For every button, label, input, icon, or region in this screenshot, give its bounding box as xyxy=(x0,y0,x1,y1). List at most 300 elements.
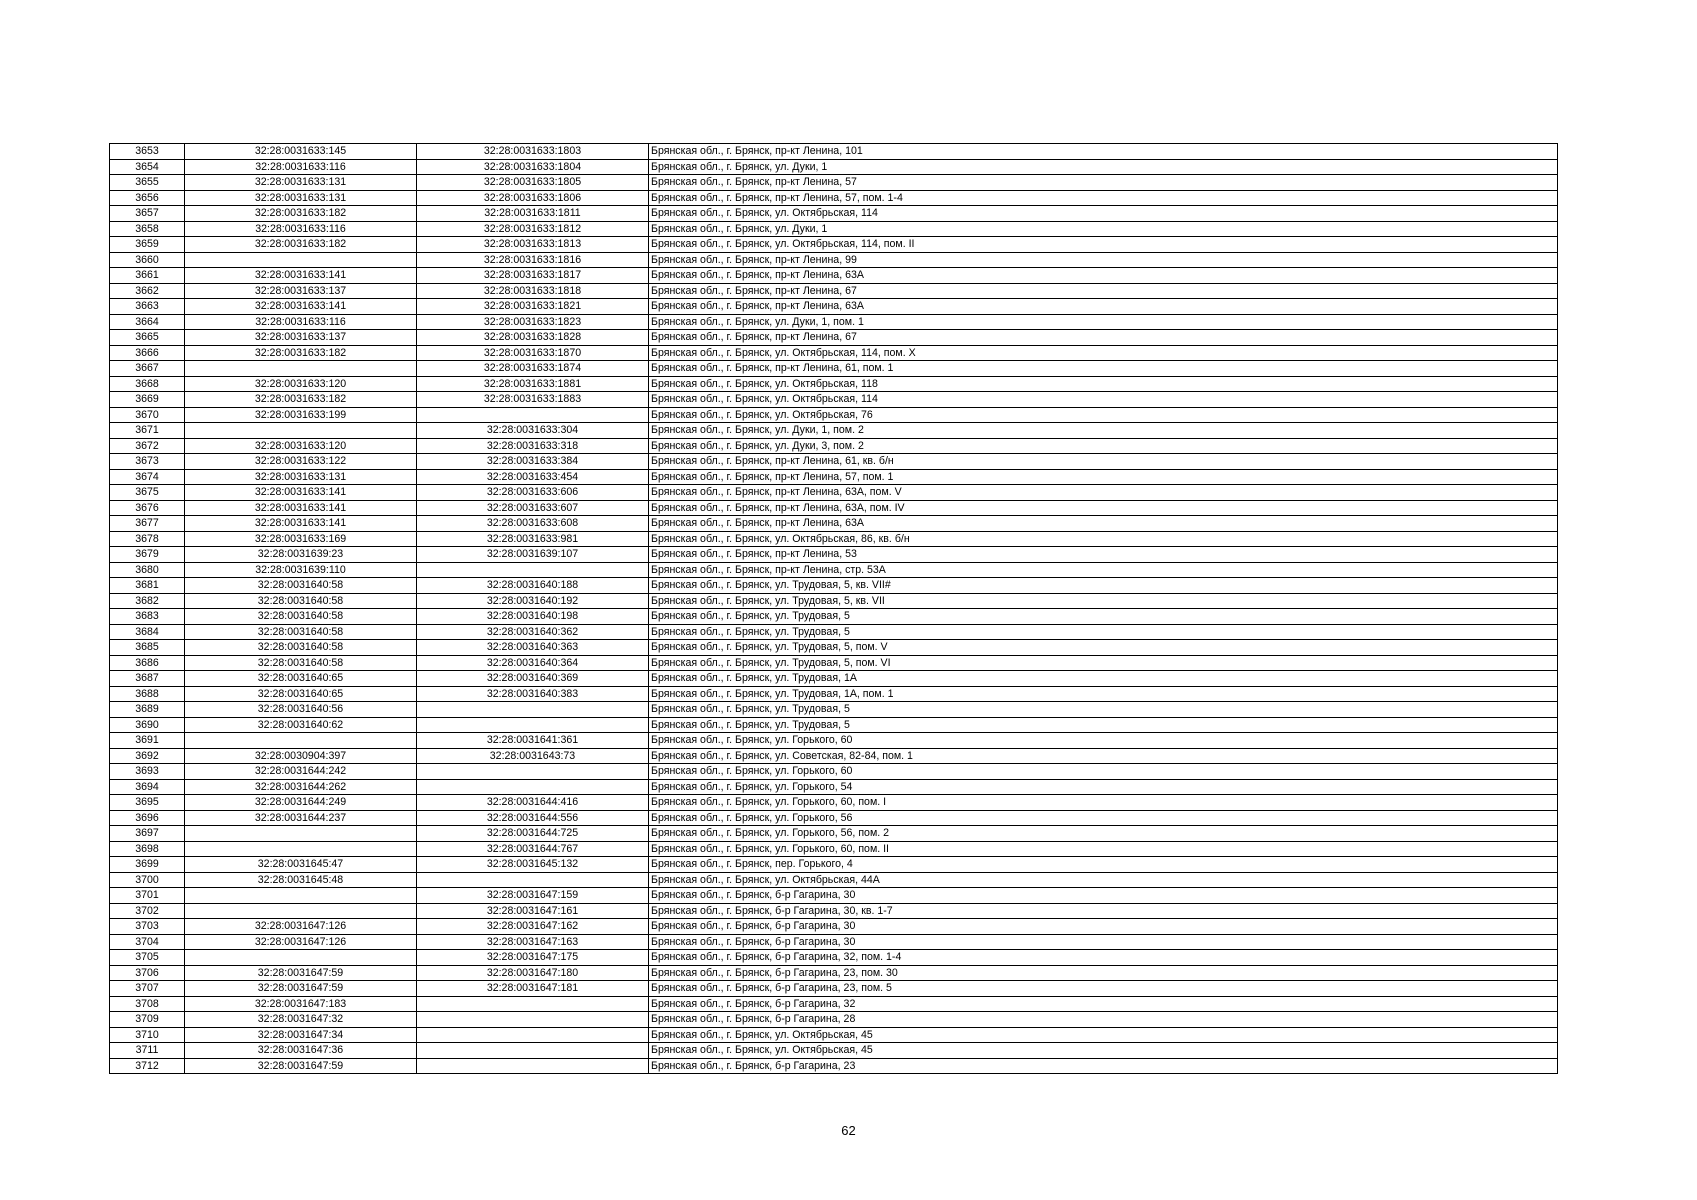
land-cadastral-number-cell: 32:28:0031633:131 xyxy=(185,190,417,206)
land-cadastral-number-cell: 32:28:0031633:141 xyxy=(185,516,417,532)
table-row xyxy=(110,810,1558,826)
table-row xyxy=(110,578,1558,594)
address-cell: Брянская обл., г. Брянск, б-р Гагарина, 23 xyxy=(649,1058,1558,1074)
table-row xyxy=(110,593,1558,609)
address-cell: Брянская обл., г. Брянск, ул. Горького, 56 xyxy=(649,810,1558,826)
row-number-cell: 3677 xyxy=(110,516,185,532)
table-row xyxy=(110,1043,1558,1059)
table-row xyxy=(110,934,1558,950)
object-cadastral-number-cell xyxy=(417,1012,649,1028)
table-row xyxy=(110,1012,1558,1028)
address-cell: Брянская обл., г. Брянск, ул. Трудовая, 5, кв. VII xyxy=(649,593,1558,609)
row-number-cell: 3676 xyxy=(110,500,185,516)
row-number-cell: 3702 xyxy=(110,903,185,919)
land-cadastral-number-cell: 32:28:0031633:169 xyxy=(185,531,417,547)
land-cadastral-number-cell: 32:28:0031647:59 xyxy=(185,965,417,981)
object-cadastral-number-cell: 32:28:0031643:73 xyxy=(417,748,649,764)
table-row xyxy=(110,624,1558,640)
address-cell: Брянская обл., г. Брянск, ул. Трудовая, 1А, пом. 1 xyxy=(649,686,1558,702)
land-cadastral-number-cell: 32:28:0031647:59 xyxy=(185,1058,417,1074)
table-row xyxy=(110,872,1558,888)
object-cadastral-number-cell: 32:28:0031633:608 xyxy=(417,516,649,532)
object-cadastral-number-cell: 32:28:0031633:1811 xyxy=(417,206,649,222)
land-cadastral-number-cell: 32:28:0031633:182 xyxy=(185,206,417,222)
land-cadastral-number-cell: 32:28:0031644:249 xyxy=(185,795,417,811)
address-cell: Брянская обл., г. Брянск, ул. Дуки, 3, пом. 2 xyxy=(649,438,1558,454)
table-row xyxy=(110,1027,1558,1043)
land-cadastral-number-cell xyxy=(185,733,417,749)
object-cadastral-number-cell: 32:28:0031647:162 xyxy=(417,919,649,935)
row-number-cell: 3666 xyxy=(110,345,185,361)
row-number-cell: 3659 xyxy=(110,237,185,253)
address-cell: Брянская обл., г. Брянск, ул. Трудовая, 5 xyxy=(649,702,1558,718)
row-number-cell: 3668 xyxy=(110,376,185,392)
table-row xyxy=(110,1058,1558,1074)
address-cell: Брянская обл., г. Брянск, ул. Октябрьская, 114, пом. X xyxy=(649,345,1558,361)
table-row xyxy=(110,903,1558,919)
land-cadastral-number-cell: 32:28:0031633:182 xyxy=(185,345,417,361)
land-cadastral-number-cell xyxy=(185,252,417,268)
row-number-cell: 3655 xyxy=(110,175,185,191)
address-cell: Брянская обл., г. Брянск, ул. Горького, 60, пом. II xyxy=(649,841,1558,857)
table-row xyxy=(110,268,1558,284)
row-number-cell: 3669 xyxy=(110,392,185,408)
address-cell: Брянская обл., г. Брянск, б-р Гагарина, 30 xyxy=(649,919,1558,935)
land-cadastral-number-cell: 32:28:0031647:32 xyxy=(185,1012,417,1028)
row-number-cell: 3685 xyxy=(110,640,185,656)
land-cadastral-number-cell: 32:28:0031647:34 xyxy=(185,1027,417,1043)
address-cell: Брянская обл., г. Брянск, ул. Дуки, 1 xyxy=(649,221,1558,237)
object-cadastral-number-cell: 32:28:0031633:1805 xyxy=(417,175,649,191)
row-number-cell: 3709 xyxy=(110,1012,185,1028)
object-cadastral-number-cell: 32:28:0031633:981 xyxy=(417,531,649,547)
object-cadastral-number-cell: 32:28:0031640:362 xyxy=(417,624,649,640)
row-number-cell: 3710 xyxy=(110,1027,185,1043)
address-cell: Брянская обл., г. Брянск, ул. Октябрьская, 45 xyxy=(649,1027,1558,1043)
object-cadastral-number-cell: 32:28:0031633:454 xyxy=(417,469,649,485)
object-cadastral-number-cell xyxy=(417,764,649,780)
land-cadastral-number-cell: 32:28:0031633:116 xyxy=(185,314,417,330)
object-cadastral-number-cell: 32:28:0031633:1821 xyxy=(417,299,649,315)
object-cadastral-number-cell: 32:28:0031641:361 xyxy=(417,733,649,749)
address-cell: Брянская обл., г. Брянск, пр-кт Ленина, 61, кв. б/н xyxy=(649,454,1558,470)
address-cell: Брянская обл., г. Брянск, ул. Трудовая, 5, пом. VI xyxy=(649,655,1558,671)
object-cadastral-number-cell: 32:28:0031633:1803 xyxy=(417,144,649,160)
address-cell: Брянская обл., г. Брянск, пр-кт Ленина, 63А, пом. V xyxy=(649,485,1558,501)
object-cadastral-number-cell xyxy=(417,407,649,423)
table-row xyxy=(110,221,1558,237)
address-cell: Брянская обл., г. Брянск, пр-кт Ленина, 67 xyxy=(649,283,1558,299)
address-cell: Брянская обл., г. Брянск, пр-кт Ленина, 63А xyxy=(649,516,1558,532)
row-number-cell: 3708 xyxy=(110,996,185,1012)
row-number-cell: 3653 xyxy=(110,144,185,160)
row-number-cell: 3692 xyxy=(110,748,185,764)
object-cadastral-number-cell: 32:28:0031633:1806 xyxy=(417,190,649,206)
row-number-cell: 3680 xyxy=(110,562,185,578)
address-cell: Брянская обл., г. Брянск, ул. Трудовая, 5 xyxy=(649,624,1558,640)
address-cell: Брянская обл., г. Брянск, ул. Октябрьская, 44А xyxy=(649,872,1558,888)
object-cadastral-number-cell: 32:28:0031633:1874 xyxy=(417,361,649,377)
object-cadastral-number-cell: 32:28:0031640:383 xyxy=(417,686,649,702)
object-cadastral-number-cell: 32:28:0031640:198 xyxy=(417,609,649,625)
object-cadastral-number-cell: 32:28:0031640:363 xyxy=(417,640,649,656)
table-row xyxy=(110,330,1558,346)
row-number-cell: 3654 xyxy=(110,159,185,175)
table-row xyxy=(110,857,1558,873)
row-number-cell: 3706 xyxy=(110,965,185,981)
address-cell: Брянская обл., г. Брянск, ул. Трудовая, 5, кв. VII# xyxy=(649,578,1558,594)
address-cell: Брянская обл., г. Брянск, б-р Гагарина, 30 xyxy=(649,888,1558,904)
land-cadastral-number-cell: 32:28:0031644:237 xyxy=(185,810,417,826)
address-cell: Брянская обл., г. Брянск, ул. Октябрьская, 76 xyxy=(649,407,1558,423)
land-cadastral-number-cell: 32:28:0031644:262 xyxy=(185,779,417,795)
object-cadastral-number-cell: 32:28:0031647:163 xyxy=(417,934,649,950)
row-number-cell: 3665 xyxy=(110,330,185,346)
land-cadastral-number-cell: 32:28:0031633:120 xyxy=(185,376,417,392)
table-row xyxy=(110,686,1558,702)
row-number-cell: 3683 xyxy=(110,609,185,625)
land-cadastral-number-cell xyxy=(185,841,417,857)
address-cell: Брянская обл., г. Брянск, ул. Горького, 60, пом. I xyxy=(649,795,1558,811)
row-number-cell: 3678 xyxy=(110,531,185,547)
land-cadastral-number-cell: 32:28:0031640:58 xyxy=(185,609,417,625)
row-number-cell: 3682 xyxy=(110,593,185,609)
object-cadastral-number-cell xyxy=(417,1058,649,1074)
land-cadastral-number-cell: 32:28:0031645:48 xyxy=(185,872,417,888)
table-row xyxy=(110,609,1558,625)
row-number-cell: 3696 xyxy=(110,810,185,826)
row-number-cell: 3667 xyxy=(110,361,185,377)
row-number-cell: 3681 xyxy=(110,578,185,594)
object-cadastral-number-cell: 32:28:0031633:1817 xyxy=(417,268,649,284)
object-cadastral-number-cell: 32:28:0031647:175 xyxy=(417,950,649,966)
object-cadastral-number-cell: 32:28:0031633:606 xyxy=(417,485,649,501)
object-cadastral-number-cell xyxy=(417,562,649,578)
address-cell: Брянская обл., г. Брянск, ул. Октябрьская, 45 xyxy=(649,1043,1558,1059)
row-number-cell: 3705 xyxy=(110,950,185,966)
object-cadastral-number-cell: 32:28:0031633:1823 xyxy=(417,314,649,330)
table-row xyxy=(110,965,1558,981)
address-cell: Брянская обл., г. Брянск, пр-кт Ленина, 63А xyxy=(649,299,1558,315)
land-cadastral-number-cell: 32:28:0031633:116 xyxy=(185,159,417,175)
object-cadastral-number-cell xyxy=(417,717,649,733)
address-cell: Брянская обл., г. Брянск, ул. Октябрьская, 86, кв. б/н xyxy=(649,531,1558,547)
land-cadastral-number-cell: 32:28:0031633:182 xyxy=(185,392,417,408)
object-cadastral-number-cell: 32:28:0031633:1816 xyxy=(417,252,649,268)
land-cadastral-number-cell: 32:28:0031639:23 xyxy=(185,547,417,563)
address-cell: Брянская обл., г. Брянск, ул. Горького, 60 xyxy=(649,733,1558,749)
table-row xyxy=(110,795,1558,811)
object-cadastral-number-cell: 32:28:0031647:159 xyxy=(417,888,649,904)
registry-sheet xyxy=(109,143,1558,1074)
address-cell: Брянская обл., г. Брянск, б-р Гагарина, 30 xyxy=(649,934,1558,950)
table-row xyxy=(110,376,1558,392)
address-cell: Брянская обл., г. Брянск, пр-кт Ленина, 57, пом. 1-4 xyxy=(649,190,1558,206)
table-row xyxy=(110,671,1558,687)
address-cell: Брянская обл., г. Брянск, б-р Гагарина, 32, пом. 1-4 xyxy=(649,950,1558,966)
row-number-cell: 3690 xyxy=(110,717,185,733)
land-cadastral-number-cell: 32:28:0031633:120 xyxy=(185,438,417,454)
land-cadastral-number-cell: 32:28:0031647:59 xyxy=(185,981,417,997)
address-cell: Брянская обл., г. Брянск, ул. Советская, 82-84, пом. 1 xyxy=(649,748,1558,764)
land-cadastral-number-cell: 32:28:0031633:137 xyxy=(185,330,417,346)
address-cell: Брянская обл., г. Брянск, ул. Дуки, 1 xyxy=(649,159,1558,175)
land-cadastral-number-cell: 32:28:0031633:131 xyxy=(185,469,417,485)
row-number-cell: 3697 xyxy=(110,826,185,842)
object-cadastral-number-cell xyxy=(417,779,649,795)
row-number-cell: 3712 xyxy=(110,1058,185,1074)
registry-table-body xyxy=(110,144,1558,1074)
land-cadastral-number-cell: 32:28:0031640:58 xyxy=(185,593,417,609)
row-number-cell: 3664 xyxy=(110,314,185,330)
row-number-cell: 3688 xyxy=(110,686,185,702)
row-number-cell: 3687 xyxy=(110,671,185,687)
land-cadastral-number-cell: 32:28:0031633:141 xyxy=(185,299,417,315)
row-number-cell: 3657 xyxy=(110,206,185,222)
row-number-cell: 3660 xyxy=(110,252,185,268)
table-row xyxy=(110,826,1558,842)
table-row xyxy=(110,888,1558,904)
table-row xyxy=(110,252,1558,268)
land-cadastral-number-cell: 32:28:0031640:65 xyxy=(185,686,417,702)
object-cadastral-number-cell: 32:28:0031644:556 xyxy=(417,810,649,826)
row-number-cell: 3672 xyxy=(110,438,185,454)
land-cadastral-number-cell: 32:28:0031633:182 xyxy=(185,237,417,253)
land-cadastral-number-cell: 32:28:0031633:141 xyxy=(185,500,417,516)
land-cadastral-number-cell: 32:28:0031640:58 xyxy=(185,655,417,671)
row-number-cell: 3661 xyxy=(110,268,185,284)
land-cadastral-number-cell: 32:28:0030904:397 xyxy=(185,748,417,764)
land-cadastral-number-cell: 32:28:0031640:62 xyxy=(185,717,417,733)
land-cadastral-number-cell: 32:28:0031633:141 xyxy=(185,485,417,501)
table-row xyxy=(110,438,1558,454)
address-cell: Брянская обл., г. Брянск, пр-кт Ленина, 61, пом. 1 xyxy=(649,361,1558,377)
table-row xyxy=(110,175,1558,191)
land-cadastral-number-cell xyxy=(185,888,417,904)
object-cadastral-number-cell: 32:28:0031633:1804 xyxy=(417,159,649,175)
land-cadastral-number-cell xyxy=(185,903,417,919)
table-row xyxy=(110,981,1558,997)
land-cadastral-number-cell: 32:28:0031647:36 xyxy=(185,1043,417,1059)
land-cadastral-number-cell: 32:28:0031633:122 xyxy=(185,454,417,470)
land-cadastral-number-cell: 32:28:0031640:58 xyxy=(185,578,417,594)
row-number-cell: 3679 xyxy=(110,547,185,563)
land-cadastral-number-cell xyxy=(185,826,417,842)
table-row xyxy=(110,159,1558,175)
table-row xyxy=(110,996,1558,1012)
land-cadastral-number-cell xyxy=(185,361,417,377)
table-row xyxy=(110,345,1558,361)
land-cadastral-number-cell: 32:28:0031640:58 xyxy=(185,640,417,656)
table-row xyxy=(110,516,1558,532)
object-cadastral-number-cell: 32:28:0031633:1818 xyxy=(417,283,649,299)
object-cadastral-number-cell: 32:28:0031633:1813 xyxy=(417,237,649,253)
land-cadastral-number-cell: 32:28:0031640:58 xyxy=(185,624,417,640)
object-cadastral-number-cell: 32:28:0031639:107 xyxy=(417,547,649,563)
object-cadastral-number-cell: 32:28:0031644:725 xyxy=(417,826,649,842)
object-cadastral-number-cell: 32:28:0031633:1881 xyxy=(417,376,649,392)
row-number-cell: 3704 xyxy=(110,934,185,950)
address-cell: Брянская обл., г. Брянск, пр-кт Ленина, стр. 53А xyxy=(649,562,1558,578)
address-cell: Брянская обл., г. Брянск, ул. Октябрьская, 114 xyxy=(649,206,1558,222)
land-cadastral-number-cell: 32:28:0031647:126 xyxy=(185,919,417,935)
object-cadastral-number-cell: 32:28:0031645:132 xyxy=(417,857,649,873)
object-cadastral-number-cell: 32:28:0031633:1828 xyxy=(417,330,649,346)
address-cell: Брянская обл., г. Брянск, б-р Гагарина, 32 xyxy=(649,996,1558,1012)
page-number: 62 xyxy=(841,1123,856,1138)
row-number-cell: 3674 xyxy=(110,469,185,485)
land-cadastral-number-cell: 32:28:0031647:126 xyxy=(185,934,417,950)
row-number-cell: 3686 xyxy=(110,655,185,671)
address-cell: Брянская обл., г. Брянск, пр-кт Ленина, 63А, пом. IV xyxy=(649,500,1558,516)
row-number-cell: 3703 xyxy=(110,919,185,935)
table-row xyxy=(110,361,1558,377)
table-row xyxy=(110,454,1558,470)
table-row xyxy=(110,237,1558,253)
land-cadastral-number-cell: 32:28:0031639:110 xyxy=(185,562,417,578)
land-cadastral-number-cell xyxy=(185,950,417,966)
address-cell: Брянская обл., г. Брянск, пр-кт Ленина, 99 xyxy=(649,252,1558,268)
address-cell: Брянская обл., г. Брянск, б-р Гагарина, 28 xyxy=(649,1012,1558,1028)
row-number-cell: 3691 xyxy=(110,733,185,749)
object-cadastral-number-cell: 32:28:0031633:1812 xyxy=(417,221,649,237)
address-cell: Брянская обл., г. Брянск, пер. Горького, 4 xyxy=(649,857,1558,873)
registry-table xyxy=(109,143,1558,1074)
address-cell: Брянская обл., г. Брянск, ул. Горького, 54 xyxy=(649,779,1558,795)
table-row xyxy=(110,717,1558,733)
row-number-cell: 3698 xyxy=(110,841,185,857)
row-number-cell: 3694 xyxy=(110,779,185,795)
table-row xyxy=(110,764,1558,780)
table-row xyxy=(110,655,1558,671)
address-cell: Брянская обл., г. Брянск, б-р Гагарина, 23, пом. 30 xyxy=(649,965,1558,981)
object-cadastral-number-cell: 32:28:0031633:1870 xyxy=(417,345,649,361)
table-row xyxy=(110,531,1558,547)
row-number-cell: 3675 xyxy=(110,485,185,501)
object-cadastral-number-cell: 32:28:0031633:1883 xyxy=(417,392,649,408)
table-row xyxy=(110,841,1558,857)
row-number-cell: 3693 xyxy=(110,764,185,780)
land-cadastral-number-cell: 32:28:0031633:131 xyxy=(185,175,417,191)
address-cell: Брянская обл., г. Брянск, ул. Дуки, 1, пом. 1 xyxy=(649,314,1558,330)
table-row xyxy=(110,562,1558,578)
address-cell: Брянская обл., г. Брянск, ул. Трудовая, 5 xyxy=(649,717,1558,733)
object-cadastral-number-cell: 32:28:0031647:180 xyxy=(417,965,649,981)
land-cadastral-number-cell: 32:28:0031633:141 xyxy=(185,268,417,284)
table-row xyxy=(110,748,1558,764)
row-number-cell: 3684 xyxy=(110,624,185,640)
land-cadastral-number-cell: 32:28:0031647:183 xyxy=(185,996,417,1012)
object-cadastral-number-cell: 32:28:0031633:607 xyxy=(417,500,649,516)
address-cell: Брянская обл., г. Брянск, ул. Октябрьская, 114, пом. II xyxy=(649,237,1558,253)
row-number-cell: 3711 xyxy=(110,1043,185,1059)
row-number-cell: 3689 xyxy=(110,702,185,718)
row-number-cell: 3658 xyxy=(110,221,185,237)
table-row xyxy=(110,919,1558,935)
object-cadastral-number-cell: 32:28:0031647:181 xyxy=(417,981,649,997)
object-cadastral-number-cell: 32:28:0031644:416 xyxy=(417,795,649,811)
object-cadastral-number-cell: 32:28:0031640:369 xyxy=(417,671,649,687)
table-row xyxy=(110,733,1558,749)
address-cell: Брянская обл., г. Брянск, пр-кт Ленина, 57 xyxy=(649,175,1558,191)
address-cell: Брянская обл., г. Брянск, ул. Трудовая, 5 xyxy=(649,609,1558,625)
table-row xyxy=(110,702,1558,718)
address-cell: Брянская обл., г. Брянск, ул. Дуки, 1, пом. 2 xyxy=(649,423,1558,439)
table-row xyxy=(110,423,1558,439)
address-cell: Брянская обл., г. Брянск, ул. Горького, 60 xyxy=(649,764,1558,780)
table-row xyxy=(110,407,1558,423)
address-cell: Брянская обл., г. Брянск, пр-кт Ленина, 101 xyxy=(649,144,1558,160)
address-cell: Брянская обл., г. Брянск, ул. Октябрьская, 114 xyxy=(649,392,1558,408)
address-cell: Брянская обл., г. Брянск, пр-кт Ленина, 67 xyxy=(649,330,1558,346)
object-cadastral-number-cell: 32:28:0031633:318 xyxy=(417,438,649,454)
row-number-cell: 3670 xyxy=(110,407,185,423)
object-cadastral-number-cell: 32:28:0031633:384 xyxy=(417,454,649,470)
address-cell: Брянская обл., г. Брянск, ул. Трудовая, 1А xyxy=(649,671,1558,687)
row-number-cell: 3673 xyxy=(110,454,185,470)
land-cadastral-number-cell: 32:28:0031640:65 xyxy=(185,671,417,687)
row-number-cell: 3699 xyxy=(110,857,185,873)
object-cadastral-number-cell: 32:28:0031640:364 xyxy=(417,655,649,671)
row-number-cell: 3663 xyxy=(110,299,185,315)
object-cadastral-number-cell: 32:28:0031633:304 xyxy=(417,423,649,439)
land-cadastral-number-cell: 32:28:0031633:145 xyxy=(185,144,417,160)
row-number-cell: 3662 xyxy=(110,283,185,299)
address-cell: Брянская обл., г. Брянск, б-р Гагарина, 30, кв. 1-7 xyxy=(649,903,1558,919)
row-number-cell: 3656 xyxy=(110,190,185,206)
address-cell: Брянская обл., г. Брянск, пр-кт Ленина, 63А xyxy=(649,268,1558,284)
address-cell: Брянская обл., г. Брянск, ул. Октябрьская, 118 xyxy=(649,376,1558,392)
object-cadastral-number-cell: 32:28:0031647:161 xyxy=(417,903,649,919)
table-row xyxy=(110,392,1558,408)
address-cell: Брянская обл., г. Брянск, б-р Гагарина, 23, пом. 5 xyxy=(649,981,1558,997)
object-cadastral-number-cell: 32:28:0031640:188 xyxy=(417,578,649,594)
table-row xyxy=(110,779,1558,795)
object-cadastral-number-cell xyxy=(417,1043,649,1059)
table-row xyxy=(110,299,1558,315)
table-row xyxy=(110,190,1558,206)
address-cell: Брянская обл., г. Брянск, пр-кт Ленина, 53 xyxy=(649,547,1558,563)
table-row xyxy=(110,283,1558,299)
address-cell: Брянская обл., г. Брянск, ул. Горького, 56, пом. 2 xyxy=(649,826,1558,842)
table-row xyxy=(110,640,1558,656)
table-row xyxy=(110,144,1558,160)
address-cell: Брянская обл., г. Брянск, пр-кт Ленина, 57, пом. 1 xyxy=(649,469,1558,485)
object-cadastral-number-cell xyxy=(417,872,649,888)
object-cadastral-number-cell xyxy=(417,996,649,1012)
table-row xyxy=(110,469,1558,485)
object-cadastral-number-cell: 32:28:0031644:767 xyxy=(417,841,649,857)
table-row xyxy=(110,314,1558,330)
table-row xyxy=(110,547,1558,563)
land-cadastral-number-cell xyxy=(185,423,417,439)
land-cadastral-number-cell: 32:28:0031633:116 xyxy=(185,221,417,237)
row-number-cell: 3695 xyxy=(110,795,185,811)
land-cadastral-number-cell: 32:28:0031640:56 xyxy=(185,702,417,718)
address-cell: Брянская обл., г. Брянск, ул. Трудовая, 5, пом. V xyxy=(649,640,1558,656)
row-number-cell: 3671 xyxy=(110,423,185,439)
object-cadastral-number-cell xyxy=(417,1027,649,1043)
table-row xyxy=(110,206,1558,222)
table-row xyxy=(110,950,1558,966)
land-cadastral-number-cell: 32:28:0031633:137 xyxy=(185,283,417,299)
object-cadastral-number-cell: 32:28:0031640:192 xyxy=(417,593,649,609)
row-number-cell: 3700 xyxy=(110,872,185,888)
land-cadastral-number-cell: 32:28:0031633:199 xyxy=(185,407,417,423)
land-cadastral-number-cell: 32:28:0031645:47 xyxy=(185,857,417,873)
table-row xyxy=(110,485,1558,501)
row-number-cell: 3707 xyxy=(110,981,185,997)
